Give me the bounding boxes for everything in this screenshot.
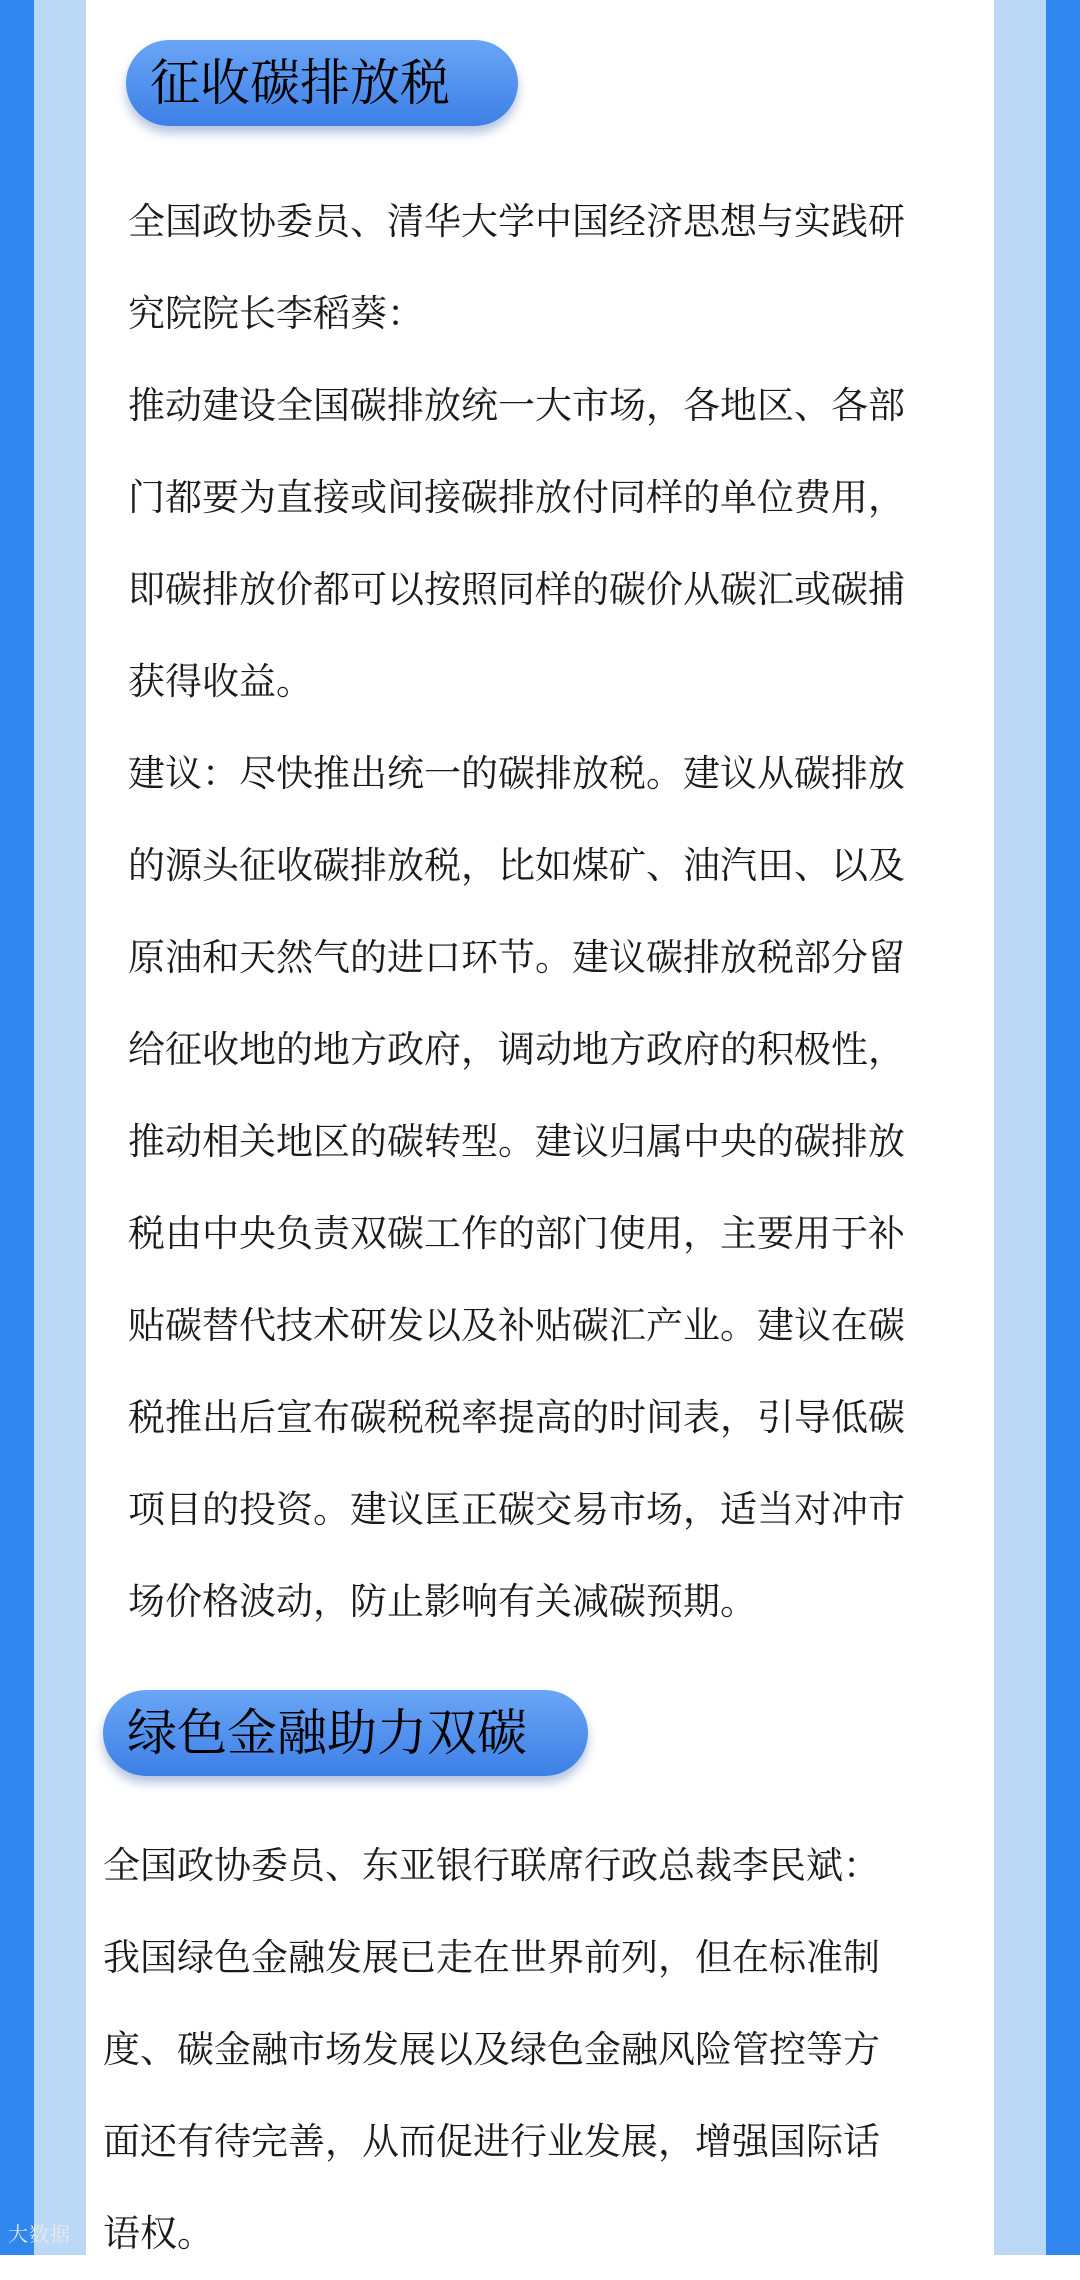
text-line: 推动相关地区的碳转型。建议归属中央的碳排放 [128,1120,905,1163]
text-line: 全国政协委员、东亚银行联席行政总裁李民斌： [103,1844,880,1887]
text-line: 即碳排放价都可以按照同样的碳价从碳汇或碳捕 [128,568,905,611]
text-line: 建议：尽快推出统一的碳排放税。建议从碳排放 [128,752,905,795]
text-line: 给征收地的地方政府，调动地方政府的积极性， [128,1028,905,1071]
text-line: 场价格波动，防止影响有关减碳预期。 [128,1580,757,1623]
text-line: 税由中央负责双碳工作的部门使用，主要用于补 [128,1212,905,1255]
left-border-outer [0,0,34,2255]
section-title-green-finance: 绿色金融助力双碳 [103,1690,588,1776]
text-line: 度、碳金融市场发展以及绿色金融风险管控等方 [103,2028,880,2071]
text-line: 的源头征收碳排放税，比如煤矿、油汽田、以及 [128,844,905,887]
text-line: 我国绿色金融发展已走在世界前列，但在标准制 [103,1936,880,1979]
text-line: 项目的投资。建议匡正碳交易市场，适当对冲市 [128,1488,905,1531]
right-border-outer [1046,0,1080,2255]
text-line: 门都要为直接或间接碳排放付同样的单位费用， [128,476,905,519]
text-line: 原油和天然气的进口环节。建议碳排放税部分留 [128,936,905,979]
left-border-inner [34,0,86,2255]
text-line: 全国政协委员、清华大学中国经济思想与实践研 [128,200,905,243]
text-line: 面还有待完善，从而促进行业发展，增强国际话 [103,2120,880,2163]
text-line: 贴碳替代技术研发以及补贴碳汇产业。建议在碳 [128,1304,905,1347]
right-border-inner [994,0,1046,2255]
text-line: 语权。 [103,2212,214,2255]
section-title-carbon-tax: 征收碳排放税 [126,40,518,126]
watermark: 大数据 [8,2222,71,2246]
text-line: 推动建设全国碳排放统一大市场，各地区、各部 [128,384,905,427]
carbon-tax-paragraph [128,176,968,1648]
text-line: 税推出后宣布碳税税率提高的时间表，引导低碳 [128,1396,905,1439]
text-line: 究院院长李稻葵： [128,292,424,335]
text-line: 获得收益。 [128,660,313,703]
green-finance-paragraph [103,1820,963,2280]
